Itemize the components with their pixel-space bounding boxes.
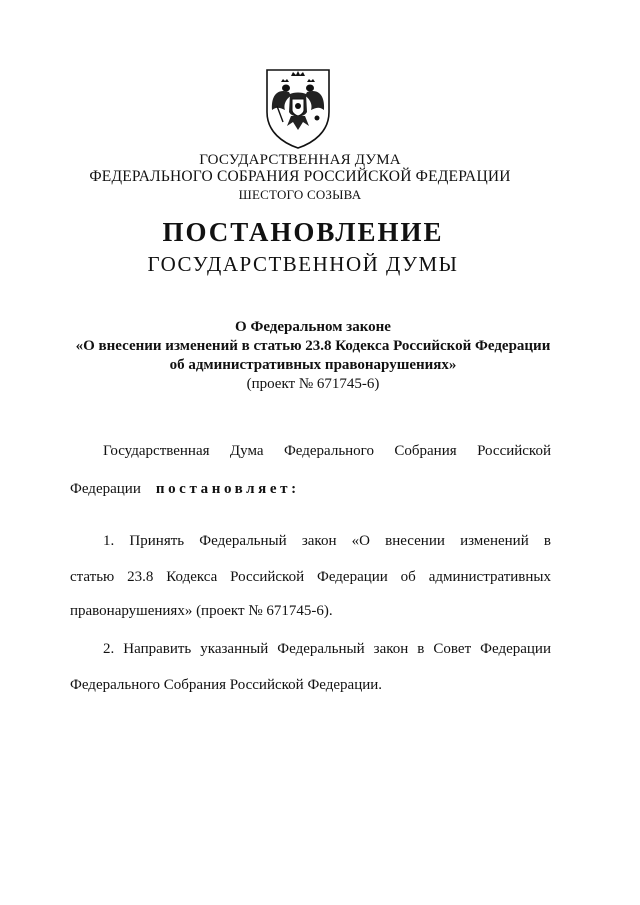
preamble-line1: Государственная Дума Федерального Собрания Российской bbox=[103, 443, 551, 459]
preamble-line2-start: Федерации bbox=[70, 481, 141, 497]
law-heading-line2: «О внесении изменений в статью 23.8 Кодекса Российской Федерации bbox=[75, 338, 551, 354]
law-heading bbox=[0, 318, 626, 394]
item1-line2: статью 23.8 Кодекса Российской Федерации об административных bbox=[70, 569, 551, 585]
item1-line1: 1. Принять Федеральный закон «О внесении изменений в bbox=[103, 533, 551, 549]
header-federal-assembly: ФЕДЕРАЛЬНОГО СОБРАНИЯ РОССИЙСКОЙ ФЕДЕРАЦИИ bbox=[89, 168, 511, 185]
document-title: ПОСТАНОВЛЕНИЕ bbox=[162, 217, 444, 247]
header-duma: ГОСУДАРСТВЕННАЯ ДУМА bbox=[199, 152, 401, 168]
russian-coat-of-arms-emblem bbox=[263, 66, 333, 150]
law-project-number: (проект № 671745-6) bbox=[246, 376, 380, 392]
preamble-line2 bbox=[70, 481, 551, 498]
law-heading-line1: О Федеральном законе bbox=[235, 319, 391, 335]
resolution-verb: постановляет: bbox=[155, 481, 300, 497]
document-subtitle: ГОСУДАРСТВЕННОЙ ДУМЫ bbox=[147, 252, 459, 276]
item2-line1: 2. Направить указанный Федеральный закон в Совет Федерации bbox=[103, 641, 551, 657]
header-convocation: ШЕСТОГО СОЗЫВА bbox=[238, 187, 362, 202]
item2-line2: Федерального Собрания Российской Федерации. bbox=[70, 677, 383, 693]
item1-line3: правонарушениях» (проект № 671745-6). bbox=[70, 603, 333, 619]
law-heading-line3: об административных правонарушениях» bbox=[169, 357, 457, 373]
